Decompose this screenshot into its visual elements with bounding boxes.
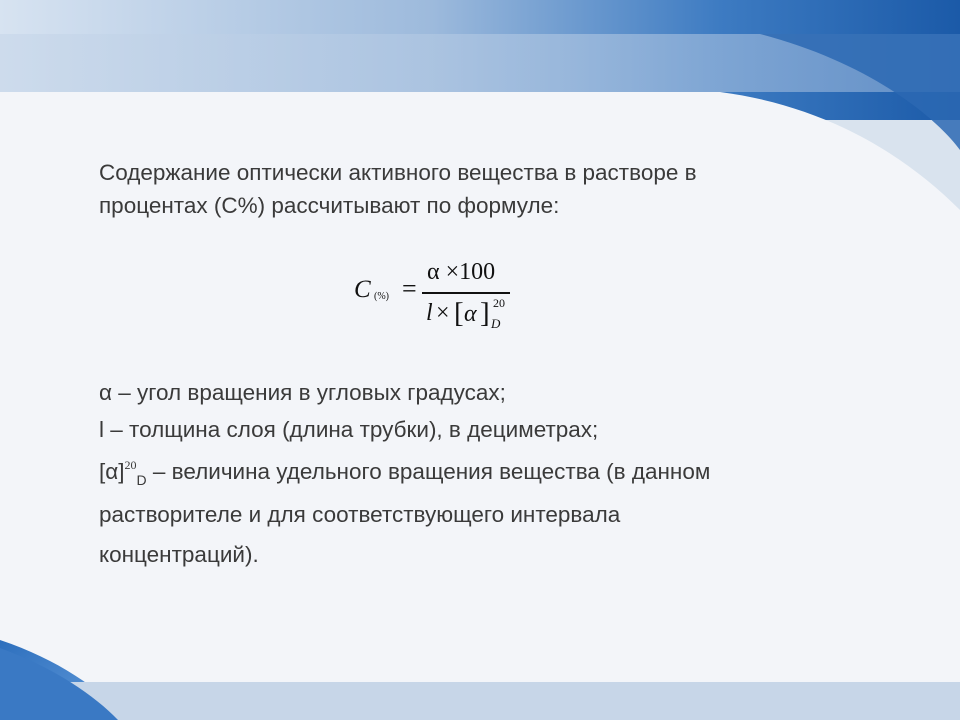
bottom-band — [0, 682, 960, 720]
specific-rotation-subscript: D — [136, 472, 147, 488]
specific-rotation-superscript: 20 — [124, 458, 137, 472]
intro-paragraph — [99, 156, 697, 222]
specific-rotation-line-3: концентраций). — [99, 542, 259, 567]
specific-rotation-symbol: [α] — [99, 459, 125, 484]
formula-alpha-symbol: α — [464, 301, 477, 327]
formula-right-bracket: ] — [480, 297, 490, 329]
specific-rotation-line-2: растворителе и для соответствующего интервала — [99, 502, 621, 527]
formula-left-bracket: [ — [454, 297, 464, 329]
formula-numerator: α ×100 — [427, 259, 496, 285]
specific-rotation-definition — [99, 452, 710, 575]
formula-times-sign: × — [436, 300, 450, 326]
formula-percent-subscript: (%) — [374, 291, 389, 302]
intro-line-2: процентах (С%) рассчитывают по формуле: — [99, 193, 560, 218]
formula-c-symbol: C — [354, 276, 371, 303]
formula-superscript-20: 20 — [493, 296, 505, 310]
intro-line-1: Содержание оптически активного вещества в растворе в — [99, 160, 697, 185]
formula-equals-sign: = — [402, 274, 417, 303]
concentration-formula — [352, 256, 522, 336]
formula-subscript-d: D — [491, 316, 501, 331]
specific-rotation-text: – величина удельного вращения вещества (в данном — [146, 459, 711, 484]
formula-l-symbol: l — [426, 300, 433, 326]
formula-fraction-bar — [422, 292, 510, 294]
alpha-definition: α – угол вращения в угловых градусах; — [99, 380, 506, 405]
l-definition: l – толщина слоя (длина трубки), в дециметрах; — [99, 417, 599, 442]
